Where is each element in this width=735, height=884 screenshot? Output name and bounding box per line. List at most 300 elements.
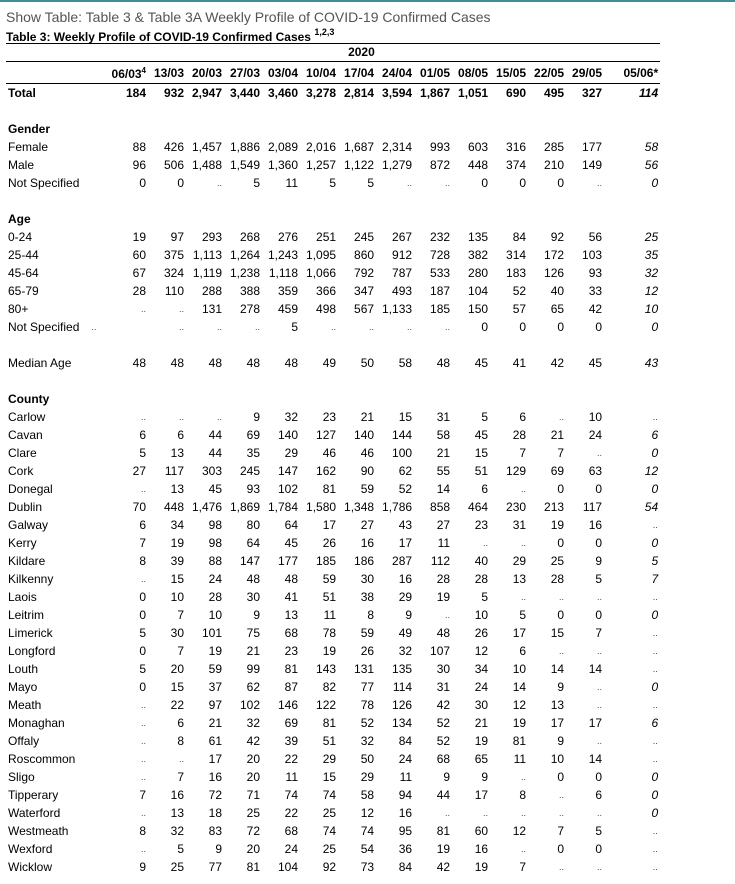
table-cell: 65 (474, 752, 489, 766)
table-cell: 7 (139, 788, 146, 802)
table-cell: 464 (468, 500, 489, 514)
table-row (6, 624, 660, 642)
table-cell: 41 (512, 356, 527, 370)
table-cell: 20 (246, 752, 260, 766)
table-cell: 101 (201, 626, 222, 640)
table-cell: 388 (239, 284, 260, 298)
table-cell: 68 (284, 824, 298, 838)
table-cell: 13 (170, 806, 184, 820)
table-cell: 6 (595, 788, 603, 802)
table-cell: 177 (582, 140, 603, 154)
table-row (6, 696, 660, 714)
table-cell: 7 (557, 824, 565, 838)
table-cell: 147 (277, 464, 298, 478)
table-cell: 35 (246, 446, 260, 460)
table-cell: 0 (481, 320, 489, 334)
row-label: Clare (8, 446, 37, 460)
table-cell: 17 (208, 752, 222, 766)
table-cell: 9 (481, 770, 489, 784)
table-cell: 46 (322, 446, 337, 460)
table-cell: 0 (651, 446, 659, 460)
table-cell: 28 (208, 590, 222, 604)
table-cell: 495 (544, 86, 565, 100)
table-cell: 58 (398, 356, 413, 370)
table-cell: 114 (392, 680, 413, 694)
table-cell: .. (140, 304, 146, 314)
table-cell: 150 (468, 302, 489, 316)
table-cell: 42 (550, 356, 565, 370)
table-cell: 56 (644, 158, 659, 172)
table-cell: 0 (481, 176, 489, 190)
table-cell: 82 (322, 680, 337, 694)
table-cell: 16 (170, 788, 184, 802)
table-cell: 1,118 (268, 266, 298, 280)
table-row (6, 570, 660, 588)
table-cell: 5 (595, 824, 603, 838)
table-cell: 9 (443, 770, 451, 784)
table-cell: 83 (208, 824, 222, 838)
table-cell: 276 (277, 230, 298, 244)
spacer-row (6, 102, 660, 120)
section-header (6, 210, 660, 228)
table-row (6, 858, 660, 876)
row-label: Westmeath (8, 824, 69, 838)
table-cell: 1,488 (191, 158, 222, 172)
table-cell: 314 (506, 248, 527, 262)
table-cell: 28 (132, 284, 146, 298)
table-cell: 135 (468, 230, 489, 244)
table-cell: 1,279 (382, 158, 413, 172)
table-cell: .. (140, 736, 146, 746)
column-header-date: 17/04 (338, 62, 376, 84)
show-table-title: Show Table: Table 3 & Table 3A Weekly Profile of COVID-19 Confirmed Cases (6, 9, 491, 25)
table-cell: 140 (277, 428, 298, 442)
table-cell: 1,549 (229, 158, 260, 172)
row-label: Mayo (8, 680, 38, 694)
table-cell: 232 (430, 230, 451, 244)
table-cell: 1,051 (458, 86, 489, 100)
table-cell: 20 (246, 770, 260, 784)
table-cell: 69 (246, 428, 260, 442)
table-cell: 51 (322, 734, 337, 748)
table-cell: 122 (316, 698, 337, 712)
table-cell: 32 (246, 716, 260, 730)
table-cell: 285 (544, 140, 565, 154)
table-cell: 327 (582, 86, 603, 100)
table-cell: 187 (430, 284, 451, 298)
table-cell: 15 (170, 680, 184, 694)
table-cell: 1,095 (306, 248, 337, 262)
table-cell: 7 (519, 446, 527, 460)
table-cell: 213 (544, 500, 565, 514)
table-cell: 77 (360, 680, 375, 694)
table-cell: 1,243 (267, 248, 298, 262)
table-cell: 24 (284, 842, 298, 856)
table-cell: .. (140, 574, 146, 584)
table-cell: 9 (557, 680, 565, 694)
table-cell: 183 (506, 266, 527, 280)
table-cell: 177 (277, 554, 298, 568)
table-cell: 32 (644, 266, 659, 280)
table-cell: 12 (512, 698, 527, 712)
table-cell: 34 (474, 662, 489, 676)
row-label: 0-24 (8, 230, 33, 244)
table-cell: .. (653, 592, 659, 602)
table-cell: 104 (277, 860, 298, 874)
table-cell: 324 (163, 266, 184, 280)
table-caption (6, 28, 334, 44)
table-cell: 24 (398, 752, 413, 766)
table-cell: 110 (164, 284, 184, 298)
table-cell: 17 (398, 536, 413, 550)
table-cell: 19 (132, 230, 146, 244)
table-cell: 0 (651, 320, 659, 334)
table-cell: 117 (164, 464, 184, 478)
column-header-date: 20/03 (186, 62, 224, 84)
table-cell: 0 (595, 482, 603, 496)
table-cell: 3,440 (229, 86, 260, 100)
table-cell: 31 (512, 518, 527, 532)
table-cell: 54 (360, 842, 375, 856)
table-cell: .. (653, 412, 659, 422)
table-cell: 19 (474, 734, 489, 748)
table-cell: 1,133 (382, 302, 413, 316)
table-cell: 26 (474, 626, 489, 640)
table-cell: 28 (512, 428, 527, 442)
table-cell: 0 (557, 176, 565, 190)
table-cell: 25 (170, 860, 184, 874)
row-label: Total (8, 86, 36, 100)
table-cell: 872 (430, 158, 451, 172)
row-label: Cavan (8, 428, 43, 442)
section-header (6, 120, 660, 138)
total-row (6, 84, 660, 103)
table-cell: 0 (139, 680, 146, 694)
table-cell: 27 (132, 464, 146, 478)
table-cell: 12 (474, 644, 489, 658)
table-cell: 95 (398, 824, 413, 838)
table-cell: .. (178, 304, 184, 314)
table-cell: 78 (360, 698, 375, 712)
table-cell: 44 (436, 788, 451, 802)
window-top-border (0, 0, 735, 2)
table-row (6, 444, 660, 462)
table-row (6, 840, 660, 858)
table-cell: 288 (201, 284, 222, 298)
table-cell: 48 (170, 356, 184, 370)
table-cell: 30 (474, 698, 489, 712)
table-cell: 184 (125, 86, 146, 100)
row-label: Male (8, 158, 35, 172)
table-cell: .. (445, 610, 451, 620)
row-label: 45-64 (8, 266, 39, 280)
table-cell: 114 (639, 86, 659, 100)
table-cell: .. (597, 700, 603, 710)
table-cell: .. (597, 682, 603, 692)
table-cell: 13 (284, 608, 298, 622)
table-cell: 48 (208, 356, 222, 370)
table-cell: 280 (468, 266, 489, 280)
table-cell: 382 (468, 248, 489, 262)
table-cell: 81 (284, 662, 298, 676)
table-cell: 0 (557, 482, 565, 496)
table-cell: .. (653, 754, 659, 764)
table-cell: 31 (436, 410, 451, 424)
table-cell: 12 (644, 464, 659, 478)
date-header-row (6, 62, 660, 84)
row-label (6, 192, 104, 210)
table-cell: 0 (519, 176, 527, 190)
table-cell: 728 (430, 248, 451, 262)
table-cell: 22 (170, 698, 184, 712)
row-label: Carlow (8, 410, 46, 424)
column-header-date: 01/05 (414, 62, 452, 84)
table-cell: 20 (170, 662, 184, 676)
table-cell: 29 (284, 446, 298, 460)
table-cell: 14 (588, 662, 603, 676)
table-cell: 59 (208, 662, 222, 676)
table-cell: 98 (208, 518, 222, 532)
table-cell: 267 (392, 230, 413, 244)
table-cell: 1,786 (382, 500, 413, 514)
table-cell: 57 (512, 302, 527, 316)
table-cell: 59 (360, 626, 375, 640)
table-cell: 44 (208, 446, 222, 460)
row-label: Louth (8, 662, 39, 676)
column-header-date: 22/05 (528, 62, 566, 84)
table-cell: 21 (246, 644, 260, 658)
table-cell: 347 (354, 284, 375, 298)
table-cell: .. (559, 412, 565, 422)
table-cell: 100 (392, 446, 413, 460)
table-cell: 46 (360, 446, 375, 460)
table-cell: 45 (588, 356, 603, 370)
table-cell: 92 (322, 860, 337, 874)
table-row (6, 822, 660, 840)
table-cell: 172 (544, 248, 565, 262)
table-cell: 8 (139, 554, 146, 568)
table-cell: 52 (436, 716, 451, 730)
table-cell: 36 (398, 842, 413, 856)
table-cell: 1,784 (267, 500, 298, 514)
table-cell: 48 (284, 356, 298, 370)
table-cell: 45 (474, 428, 489, 442)
table-cell: 0 (651, 536, 659, 550)
column-header-date: 10/04 (300, 62, 338, 84)
table-cell: 63 (588, 464, 603, 478)
table-cell: 103 (582, 248, 603, 262)
table-cell: 278 (239, 302, 260, 316)
footnote-marker: 4 (141, 66, 146, 75)
table-cell: 303 (201, 464, 222, 478)
table-cell: 24 (588, 428, 603, 442)
table-row (6, 498, 660, 516)
table-cell: 19 (436, 842, 451, 856)
table-cell: 19 (436, 590, 451, 604)
table-cell: 9 (253, 608, 260, 622)
table-row (6, 732, 660, 750)
table-cell: 28 (474, 572, 489, 586)
table-cell: 78 (322, 626, 337, 640)
table-row (6, 228, 660, 246)
table-cell: 858 (430, 500, 451, 514)
table-cell: 30 (246, 590, 260, 604)
table-cell: 23 (474, 518, 489, 532)
table-cell: 27 (360, 518, 375, 532)
table-cell: 1,580 (306, 500, 337, 514)
table-cell: 11 (437, 536, 451, 550)
table-cell: .. (140, 484, 146, 494)
table-cell: 92 (550, 230, 565, 244)
table-cell: 2,089 (267, 140, 298, 154)
table-cell: 59 (360, 482, 375, 496)
table-cell: 64 (246, 536, 260, 550)
table-cell: 23 (322, 410, 337, 424)
table-cell: 31 (436, 680, 451, 694)
table-cell: 10 (170, 590, 184, 604)
row-label (6, 372, 104, 390)
table-cell: 131 (354, 662, 375, 676)
table-cell: 43 (644, 356, 659, 370)
year-header-row (6, 44, 660, 62)
table-cell: .. (521, 538, 527, 548)
table-cell: 0 (651, 806, 659, 820)
table-row (6, 282, 660, 300)
table-cell: 1,119 (192, 266, 222, 280)
table-cell: 44 (208, 428, 222, 442)
table-cell: 80 (246, 518, 260, 532)
table-row (6, 552, 660, 570)
table-cell: 1,457 (191, 140, 222, 154)
median-age-row (6, 354, 660, 372)
table-cell: .. (597, 808, 603, 818)
table-cell: .. (521, 808, 527, 818)
table-cell: 97 (208, 698, 222, 712)
table-cell: 18 (208, 806, 222, 820)
table-cell: 42 (246, 734, 260, 748)
table-cell: 93 (588, 266, 603, 280)
table-cell: 71 (246, 788, 260, 802)
table-cell: 67 (132, 266, 146, 280)
table-cell: 104 (468, 284, 489, 298)
table-cell: 366 (316, 284, 337, 298)
table-cell: 0 (139, 590, 146, 604)
table-cell: 7 (177, 770, 184, 784)
table-cell: 58 (644, 140, 659, 154)
row-label: Wexford (8, 842, 53, 856)
table-cell: 1,113 (192, 248, 222, 262)
table-cell: 134 (392, 716, 413, 730)
table-cell: .. (216, 412, 222, 422)
table-cell: 69 (284, 716, 298, 730)
table-cell: .. (216, 322, 222, 332)
table-cell: 58 (436, 428, 451, 442)
table-cell: 6 (651, 428, 659, 442)
table-cell: 0 (557, 770, 565, 784)
table-cell: 7 (595, 626, 603, 640)
table-row (6, 606, 660, 624)
table-cell: 39 (170, 554, 184, 568)
table-cell: 0 (595, 608, 603, 622)
table-cell: 73 (360, 860, 375, 874)
table-cell: 185 (316, 554, 337, 568)
table-row (6, 804, 660, 822)
table-cell: 6 (519, 644, 527, 658)
table-cell: 50 (360, 356, 375, 370)
table-cell: 316 (506, 140, 527, 154)
table-cell: 43 (398, 518, 413, 532)
table-cell: .. (521, 844, 527, 854)
table-cell: 30 (360, 572, 375, 586)
table-cell: .. (521, 592, 527, 602)
table-cell: 493 (392, 284, 413, 298)
table-cell: 48 (436, 356, 451, 370)
table-cell: 81 (246, 860, 260, 874)
table-cell: 143 (316, 662, 337, 676)
table-cell: 932 (163, 86, 184, 100)
table-cell: 19 (512, 716, 527, 730)
table-cell: 11 (285, 176, 298, 190)
table-cell: 375 (163, 248, 184, 262)
table-cell: 993 (430, 140, 451, 154)
table-cell: 10 (550, 752, 565, 766)
table-cell: 6 (481, 482, 489, 496)
table-cell: 9 (215, 842, 222, 856)
table-cell: 48 (436, 626, 451, 640)
table-cell: 0 (557, 536, 565, 550)
table-cell: 5 (139, 662, 146, 676)
table-cell: 0 (651, 770, 659, 784)
table-cell: 6 (177, 716, 184, 730)
table-cell: 35 (644, 248, 659, 262)
table-cell: .. (597, 448, 603, 458)
table-cell: 448 (468, 158, 489, 172)
table-cell: 74 (322, 788, 337, 802)
table-row (6, 768, 660, 786)
table-cell: 48 (246, 572, 260, 586)
table-cell: 42 (436, 698, 451, 712)
table-cell: 32 (360, 734, 375, 748)
table-cell: 5 (329, 176, 337, 190)
row-label: Dublin (8, 500, 43, 514)
column-header-date: 24/04 (376, 62, 414, 84)
table-cell: 3,460 (267, 86, 298, 100)
column-header-date: 08/05 (452, 62, 490, 84)
table-cell: 29 (512, 554, 527, 568)
table-cell: 25 (246, 806, 260, 820)
row-label: Not Specified .. (8, 320, 97, 334)
table-cell: 117 (582, 500, 603, 514)
table-cell: 1,869 (229, 500, 260, 514)
table-cell: 56 (588, 230, 603, 244)
table-cell: 62 (246, 680, 260, 694)
table-cell: 21 (474, 716, 489, 730)
row-label: Limerick (8, 626, 53, 640)
table-cell: .. (140, 844, 146, 854)
row-label (6, 102, 104, 120)
table-cell: 74 (322, 824, 337, 838)
table-cell: 245 (239, 464, 260, 478)
table-cell: 72 (208, 788, 222, 802)
table-cell: 13 (550, 698, 565, 712)
table-cell: 16 (360, 536, 375, 550)
table-cell: 81 (436, 824, 451, 838)
table-cell: 45 (284, 536, 298, 550)
table-cell: 185 (430, 302, 451, 316)
table-cell: 32 (170, 824, 184, 838)
table-cell: 6 (139, 518, 146, 532)
table-cell: 102 (277, 482, 298, 496)
